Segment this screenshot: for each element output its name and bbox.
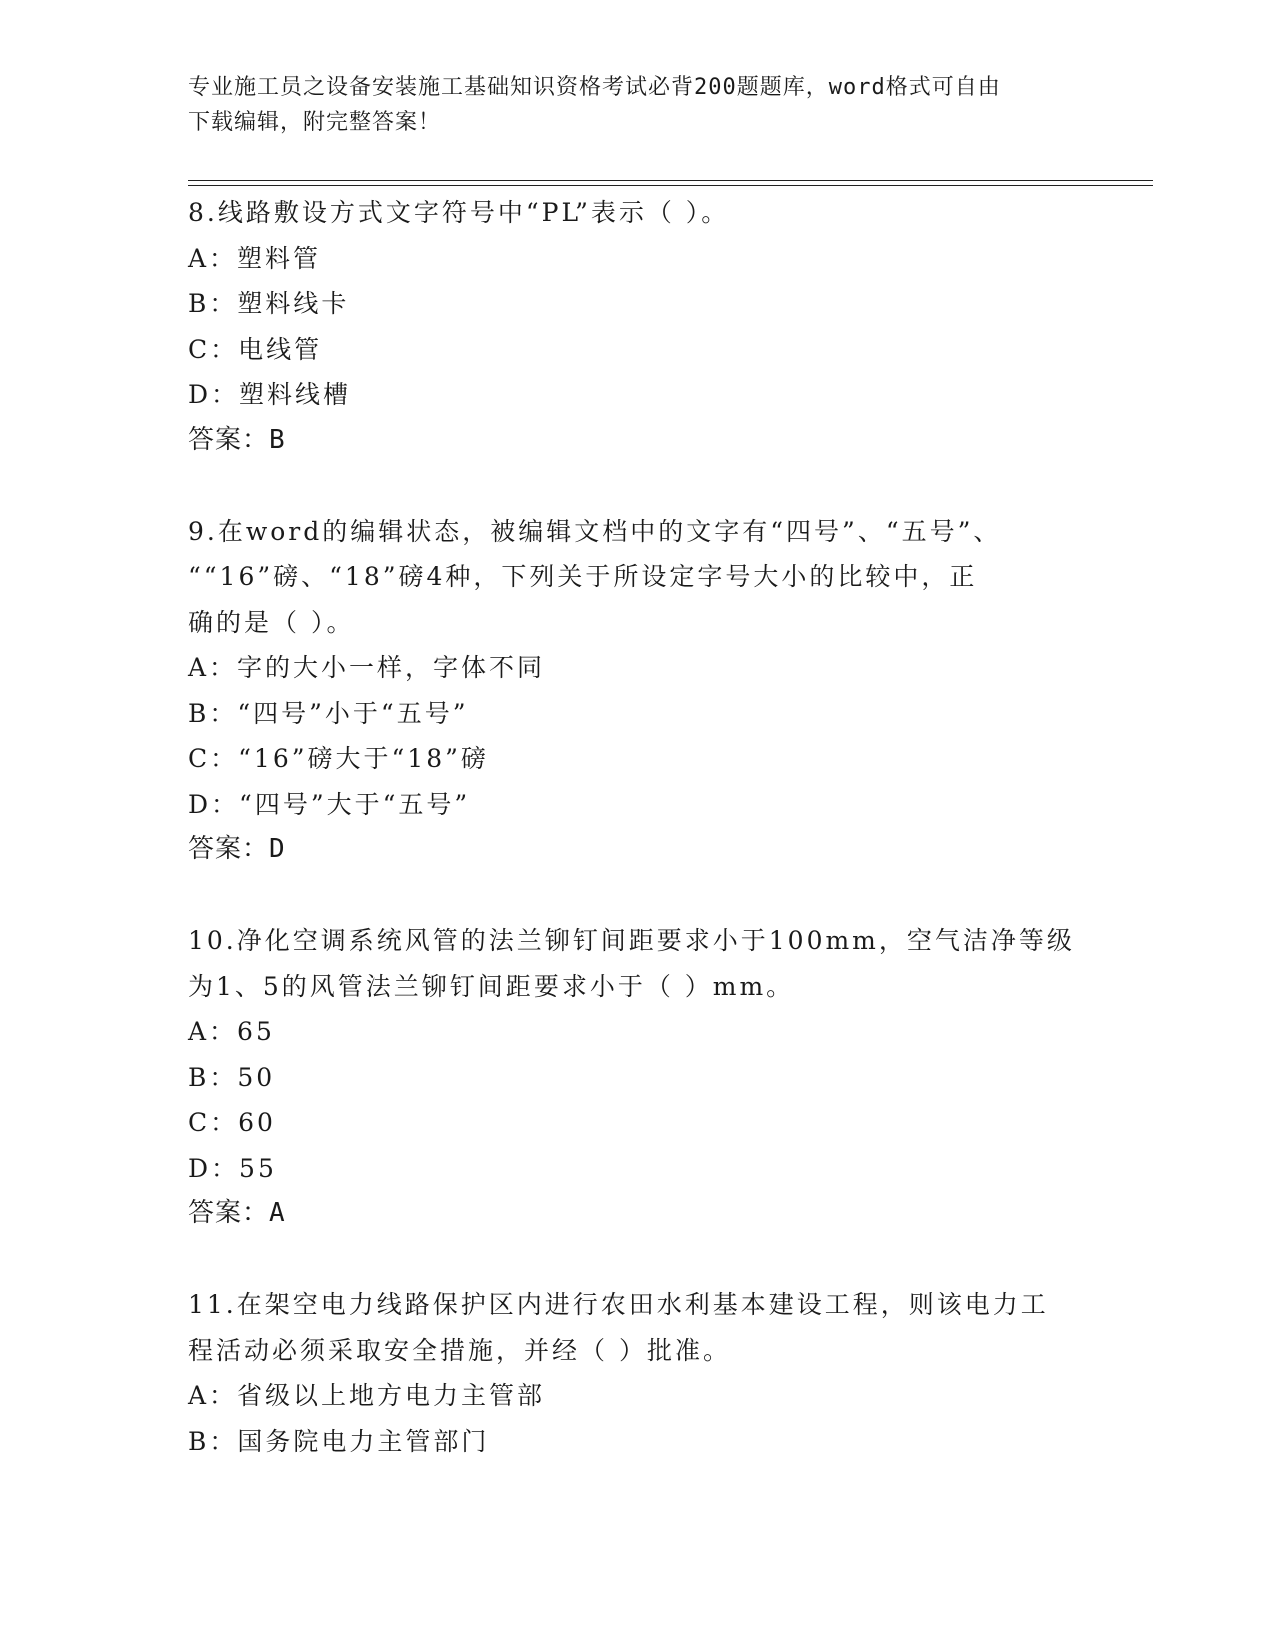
option-b: B：“四号”小于“五号” [188,698,469,728]
question-list [188,190,1088,1464]
document-header [188,70,1088,140]
option-b: B：国务院电力主管部门 [188,1426,490,1456]
question-8 [188,190,1088,463]
question-text-line-1: 9.在word的编辑状态，被编辑文档中的文字有“四号”、“五号”、 [188,516,1002,546]
question-text-line-3: 确的是（ ）。 [188,607,355,637]
option-a: A：省级以上地方电力主管部 [188,1381,546,1410]
answer: 答案：B [188,424,286,455]
option-b: B：塑料线卡 [188,289,350,318]
option-d: D：55 [188,1153,277,1183]
answer: 答案：D [188,834,286,864]
question-10 [188,918,1088,1237]
option-c: C：电线管 [188,334,323,364]
option-a: A：65 [188,1017,275,1046]
question-text-line-2: 程活动必须采取安全措施，并经（ ）批准。 [188,1335,731,1365]
header-line-2: 下载编辑，附完整答案！ [188,110,442,135]
option-d: D：“四号”大于“五号” [188,789,471,819]
header-divider-bottom [188,185,1153,186]
question-11 [188,1282,1088,1464]
option-c: C：“16”磅大于“18”磅 [188,744,489,773]
question-text-line-1: 10.净化空调系统风管的法兰铆钉间距要求小于100mm，空气洁净等级 [188,926,1075,955]
question-text: 8.线路敷设方式文字符号中“PL”表示（ ）。 [188,198,730,227]
answer: 答案：A [188,1198,286,1228]
option-a: A：塑料管 [188,243,322,273]
option-b: B：50 [188,1062,276,1092]
option-c: C：60 [188,1108,276,1137]
header-divider-top [188,180,1153,181]
option-d: D：塑料线槽 [188,380,352,409]
question-9 [188,509,1088,873]
question-text-line-2: ““16”磅、“18”磅4种，下列关于所设定字号大小的比较中，正 [188,562,978,591]
header-line-1: 专业施工员之设备安装施工基础知识资格考试必背200题题库，word格式可自由 [188,75,1001,100]
question-text-line-2: 为1、5的风管法兰铆钉间距要求小于（ ）mm。 [188,971,795,1001]
option-a: A：字的大小一样，字体不同 [188,653,546,682]
question-text-line-1: 11.在架空电力线路保护区内进行农田水利基本建设工程，则该电力工 [188,1290,1049,1319]
